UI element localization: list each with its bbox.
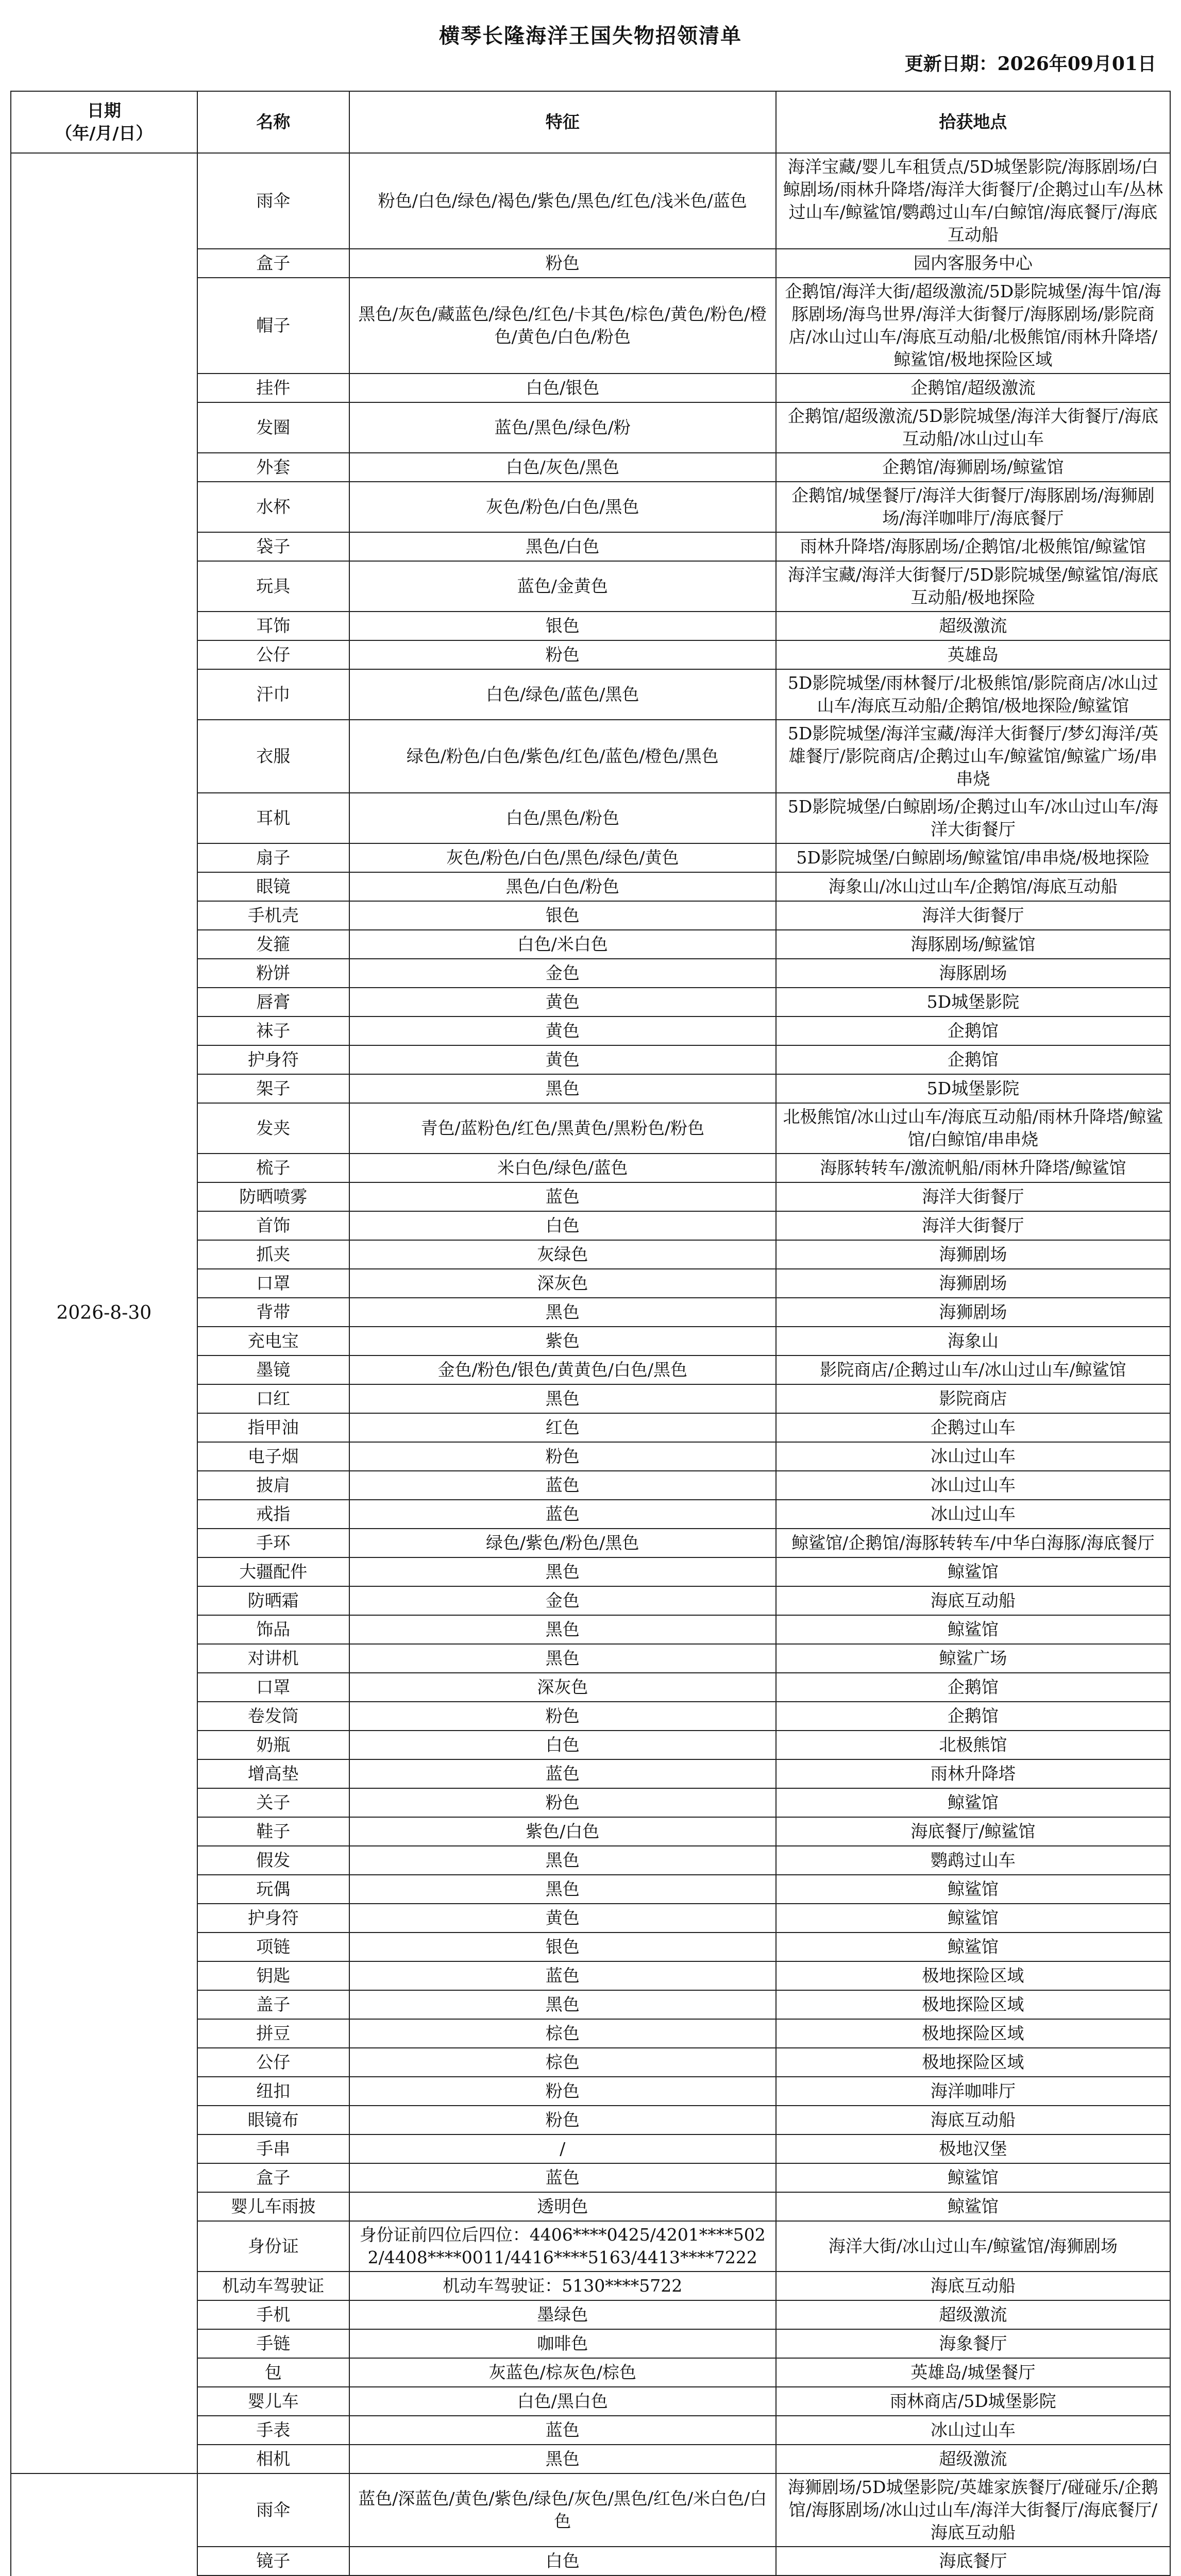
feature-cell: 咖啡色 [349,2329,776,2358]
item-name-cell: 披肩 [197,1471,349,1500]
location-cell: 企鹅馆/超级激流/5D影院城堡/海洋大街餐厅/海底互动船/冰山过山车 [776,402,1170,453]
location-cell: 冰山过山车 [776,1442,1170,1471]
location-cell: 5D影院城堡/雨林餐厅/北极熊馆/影院商店/冰山过山车/海底互动船/企鹅馆/极地探险/鲸鲨馆 [776,669,1170,720]
feature-cell: 银色 [349,901,776,930]
item-name-cell: 机动车驾驶证 [197,2272,349,2300]
item-name-cell: 挂件 [197,374,349,402]
feature-cell: 深灰色 [349,1673,776,1702]
item-name-cell: 指甲油 [197,1413,349,1442]
location-cell: 海豚剧场/鲸鲨馆 [776,930,1170,959]
feature-cell: 蓝色 [349,1759,776,1788]
location-cell: 冰山过山车 [776,1500,1170,1529]
feature-cell: 蓝色 [349,1500,776,1529]
location-cell: 海洋大街餐厅 [776,1211,1170,1240]
location-cell: 海底互动船 [776,1586,1170,1615]
feature-cell: 黑色 [349,2445,776,2473]
feature-cell: 粉色 [349,249,776,278]
feature-cell: 黄色 [349,1016,776,1045]
column-header-name: 名称 [197,91,349,153]
location-cell: 海象餐厅 [776,2329,1170,2358]
table-header-row [11,91,1170,153]
column-header-feature: 特征 [349,91,776,153]
location-cell: 海底餐厅 [776,2547,1170,2575]
location-cell: 5D影院城堡/白鲸剧场/鲸鲨馆/串串烧/极地探险 [776,843,1170,872]
feature-cell: 墨绿色 [349,2300,776,2329]
feature-cell: 黑色 [349,1074,776,1103]
feature-cell: 黄色 [349,1904,776,1933]
item-name-cell: 眼镜 [197,872,349,901]
item-name-cell: 盒子 [197,2163,349,2192]
feature-cell: 深灰色 [349,1269,776,1298]
item-name-cell: 护身符 [197,1045,349,1074]
feature-cell: 灰色/粉色/白色/黑色 [349,482,776,532]
location-cell: 极地探险区域 [776,1990,1170,2019]
feature-cell: 身份证前四位后四位：4406****0425/4201****5022/4408****0011/4416****5163/4413****7222 [349,2221,776,2272]
item-name-cell: 手机 [197,2300,349,2329]
location-cell: 5D城堡影院 [776,1074,1170,1103]
item-name-cell: 公仔 [197,640,349,669]
location-cell: 海象山/冰山过山车/企鹅馆/海底互动船 [776,872,1170,901]
location-cell: 鲸鲨馆 [776,1557,1170,1586]
feature-cell: 黑色/灰色/藏蓝色/绿色/红色/卡其色/棕色/黄色/粉色/橙色/黄色/白色/粉色 [349,278,776,374]
item-name-cell: 眼镜布 [197,2106,349,2134]
feature-cell: 白色/灰色/黑色 [349,453,776,482]
feature-cell: 黑色 [349,1644,776,1673]
item-name-cell: 手链 [197,2329,349,2358]
item-name-cell: 耳饰 [197,612,349,640]
feature-cell: 红色 [349,1413,776,1442]
item-name-cell: 增高垫 [197,1759,349,1788]
feature-cell: 绿色/粉色/白色/紫色/红色/蓝色/橙色/黑色 [349,720,776,793]
feature-cell: 灰色/粉色/白色/黑色/绿色/黄色 [349,843,776,872]
location-cell: 鲸鲨馆 [776,2192,1170,2221]
item-name-cell: 公仔 [197,2048,349,2077]
item-name-cell: 关子 [197,1788,349,1817]
feature-cell: 粉色 [349,1442,776,1471]
location-cell: 雨林升降塔 [776,1759,1170,1788]
location-cell: 园内客服务中心 [776,249,1170,278]
feature-cell: 白色 [349,2547,776,2575]
item-name-cell: 口红 [197,1384,349,1413]
item-name-cell: 电子烟 [197,1442,349,1471]
feature-cell: 白色/黑白色 [349,2387,776,2416]
item-name-cell: 鞋子 [197,1817,349,1846]
item-name-cell: 手机壳 [197,901,349,930]
location-cell: 鲸鲨广场 [776,1644,1170,1673]
feature-cell: 金色 [349,959,776,988]
item-name-cell: 耳机 [197,793,349,843]
item-name-cell: 相机 [197,2445,349,2473]
item-name-cell: 奶瓶 [197,1731,349,1759]
feature-cell: 金色 [349,1586,776,1615]
item-name-cell: 唇膏 [197,988,349,1016]
location-cell: 海洋宝藏/海洋大街餐厅/5D影院城堡/鲸鲨馆/海底互动船/极地探险 [776,561,1170,612]
item-name-cell: 粉饼 [197,959,349,988]
location-cell: 极地汉堡 [776,2134,1170,2163]
location-cell: 鲸鲨馆 [776,1875,1170,1904]
location-cell: 海狮剧场/5D城堡影院/英雄家族餐厅/碰碰乐/企鹅馆/海豚剧场/冰山过山车/海洋大街餐厅/海底餐厅/海底互动船 [776,2473,1170,2547]
item-name-cell: 玩具 [197,561,349,612]
item-name-cell: 对讲机 [197,1644,349,1673]
table-body [11,153,1170,2576]
feature-cell: 黄色 [349,988,776,1016]
item-name-cell: 手环 [197,1529,349,1557]
location-cell: 海洋大街餐厅 [776,901,1170,930]
feature-cell: 黑色 [349,1384,776,1413]
feature-cell: 白色 [349,1731,776,1759]
location-cell: 海洋大街餐厅 [776,1182,1170,1211]
location-cell: 北极熊馆 [776,1731,1170,1759]
item-name-cell: 扇子 [197,843,349,872]
item-name-cell: 卷发筒 [197,1702,349,1731]
location-cell: 冰山过山车 [776,1471,1170,1500]
location-cell: 企鹅馆 [776,1702,1170,1731]
feature-cell: 米白色/绿色/蓝色 [349,1154,776,1182]
feature-cell: 蓝色/黑色/绿色/粉 [349,402,776,453]
item-name-cell: 水杯 [197,482,349,532]
feature-cell: 金色/粉色/银色/黄黄色/白色/黑色 [349,1355,776,1384]
feature-cell: 粉色 [349,2077,776,2106]
location-cell: 英雄岛/城堡餐厅 [776,2358,1170,2387]
location-cell: 影院商店 [776,1384,1170,1413]
item-name-cell: 汗巾 [197,669,349,720]
feature-cell: 蓝色 [349,2163,776,2192]
feature-cell: 黑色 [349,1990,776,2019]
item-name-cell: 钥匙 [197,1961,349,1990]
item-name-cell: 发圈 [197,402,349,453]
item-name-cell: 身份证 [197,2221,349,2272]
item-name-cell: 墨镜 [197,1355,349,1384]
feature-cell: 棕色 [349,2019,776,2048]
feature-cell: 黑色/白色 [349,532,776,561]
item-name-cell: 架子 [197,1074,349,1103]
feature-cell: 白色/米白色 [349,930,776,959]
item-name-cell: 饰品 [197,1615,349,1644]
feature-cell: 蓝色/金黄色 [349,561,776,612]
item-name-cell: 婴儿车 [197,2387,349,2416]
item-name-cell: 项链 [197,1933,349,1961]
location-cell: 冰山过山车 [776,2416,1170,2445]
location-cell: 企鹅馆 [776,1016,1170,1045]
location-cell: 海豚剧场 [776,959,1170,988]
feature-cell: 黑色 [349,1846,776,1875]
column-header-date: 日期 （年/月/日） [11,91,197,153]
location-cell: 海狮剧场 [776,1240,1170,1269]
feature-cell: 蓝色 [349,1961,776,1990]
location-cell: 极地探险区域 [776,1961,1170,1990]
location-cell: 极地探险区域 [776,2019,1170,2048]
location-cell: 企鹅馆 [776,1673,1170,1702]
item-name-cell: 手表 [197,2416,349,2445]
location-cell: 雨林商店/5D城堡影院 [776,2387,1170,2416]
location-cell: 英雄岛 [776,640,1170,669]
location-cell: 海洋大街/冰山过山车/鲸鲨馆/海狮剧场 [776,2221,1170,2272]
location-cell: 企鹅馆/海狮剧场/鲸鲨馆 [776,453,1170,482]
location-cell: 鲸鲨馆 [776,1615,1170,1644]
feature-cell: 银色 [349,1933,776,1961]
item-name-cell: 玩偶 [197,1875,349,1904]
feature-cell: 蓝色 [349,1182,776,1211]
feature-cell: 紫色/白色 [349,1817,776,1846]
location-cell: 企鹅过山车 [776,1413,1170,1442]
location-cell: 极地探险区域 [776,2048,1170,2077]
feature-cell: 粉色 [349,1788,776,1817]
location-cell: 5D城堡影院 [776,988,1170,1016]
item-name-cell: 袋子 [197,532,349,561]
feature-cell: / [349,2134,776,2163]
feature-cell: 粉色/白色/绿色/褐色/紫色/黑色/红色/浅米色/蓝色 [349,153,776,249]
date-cell: 2026-8-30 [11,153,197,2473]
feature-cell: 蓝色 [349,1471,776,1500]
location-cell: 海底餐厅/鲸鲨馆 [776,1817,1170,1846]
feature-cell: 黑色/白色/粉色 [349,872,776,901]
item-name-cell: 防晒霜 [197,1586,349,1615]
item-name-cell: 盖子 [197,1990,349,2019]
location-cell: 超级激流 [776,2445,1170,2473]
feature-cell: 粉色 [349,640,776,669]
feature-cell: 白色 [349,1211,776,1240]
location-cell: 鲸鲨馆 [776,1933,1170,1961]
item-name-cell: 衣服 [197,720,349,793]
item-name-cell: 盒子 [197,249,349,278]
table-row [11,153,1170,249]
location-cell: 海豚转转车/激流帆船/雨林升降塔/鲸鲨馆 [776,1154,1170,1182]
feature-cell: 紫色 [349,1327,776,1355]
feature-cell: 粉色 [349,2106,776,2134]
item-name-cell: 手串 [197,2134,349,2163]
update-date: 更新日期：2026年09月01日 [904,53,1156,75]
item-name-cell: 充电宝 [197,1327,349,1355]
feature-cell: 蓝色/深蓝色/黄色/紫色/绿色/灰色/黑色/红色/米白色/白色 [349,2473,776,2547]
item-name-cell: 抓夹 [197,1240,349,1269]
table-row [11,2473,1170,2547]
item-name-cell: 外套 [197,453,349,482]
feature-cell: 黑色 [349,1875,776,1904]
feature-cell: 灰绿色 [349,1240,776,1269]
lost-items-table [10,91,1171,2576]
location-cell: 企鹅馆 [776,1045,1170,1074]
feature-cell: 黑色 [349,1298,776,1327]
location-cell: 鲸鲨馆 [776,1904,1170,1933]
feature-cell: 绿色/紫色/粉色/黑色 [349,1529,776,1557]
date-cell [11,2473,197,2576]
item-name-cell: 雨伞 [197,153,349,249]
item-name-cell: 发箍 [197,930,349,959]
location-cell: 海狮剧场 [776,1269,1170,1298]
feature-cell: 黑色 [349,1557,776,1586]
location-cell: 企鹅馆/城堡餐厅/海洋大街餐厅/海豚剧场/海狮剧场/海洋咖啡厅/海底餐厅 [776,482,1170,532]
item-name-cell: 婴儿车雨披 [197,2192,349,2221]
feature-cell: 白色/黑色/粉色 [349,793,776,843]
item-name-cell: 护身符 [197,1904,349,1933]
feature-cell: 蓝色 [349,2416,776,2445]
location-cell: 5D影院城堡/海洋宝藏/海洋大街餐厅/梦幻海洋/英雄餐厅/影院商店/企鹅过山车/鲸鲨馆/鲸鲨广场/串串烧 [776,720,1170,793]
document-title: 横琴长隆海洋王国失物招领清单 [439,24,742,48]
item-name-cell: 纽扣 [197,2077,349,2106]
item-name-cell: 帽子 [197,278,349,374]
item-name-cell: 梳子 [197,1154,349,1182]
feature-cell: 灰蓝色/棕灰色/棕色 [349,2358,776,2387]
location-cell: 超级激流 [776,2300,1170,2329]
location-cell: 影院商店/企鹅过山车/冰山过山车/鲸鲨馆 [776,1355,1170,1384]
location-cell: 鲸鲨馆 [776,2163,1170,2192]
feature-cell: 白色/绿色/蓝色/黑色 [349,669,776,720]
location-cell: 鲸鲨馆/企鹅馆/海豚转转车/中华白海豚/海底餐厅 [776,1529,1170,1557]
item-name-cell: 首饰 [197,1211,349,1240]
location-cell: 鲸鲨馆 [776,1788,1170,1817]
location-cell: 海洋宝藏/婴儿车租赁点/5D城堡影院/海豚剧场/白鲸剧场/雨林升降塔/海洋大街餐厅/企鹅过山车/丛林过山车/鲸鲨馆/鹦鹉过山车/白鲸馆/海底餐厅/海底互动船 [776,153,1170,249]
feature-cell: 粉色 [349,1702,776,1731]
feature-cell: 银色 [349,612,776,640]
location-cell: 海洋咖啡厅 [776,2077,1170,2106]
item-name-cell: 袜子 [197,1016,349,1045]
item-name-cell: 口罩 [197,1673,349,1702]
item-name-cell: 假发 [197,1846,349,1875]
location-cell: 5D影院城堡/白鲸剧场/企鹅过山车/冰山过山车/海洋大街餐厅 [776,793,1170,843]
location-cell: 企鹅馆/海洋大街/超级激流/5D影院城堡/海牛馆/海豚剧场/海鸟世界/海洋大街餐厅/海豚剧场/影院商店/冰山过山车/海底互动船/北极熊馆/雨林升降塔/鲸鲨馆/极地探险区域 [776,278,1170,374]
location-cell: 海狮剧场 [776,1298,1170,1327]
item-name-cell: 防晒喷雾 [197,1182,349,1211]
feature-cell: 机动车驾驶证：5130****5722 [349,2272,776,2300]
item-name-cell: 背带 [197,1298,349,1327]
item-name-cell: 雨伞 [197,2473,349,2547]
item-name-cell: 镜子 [197,2547,349,2575]
item-name-cell: 戒指 [197,1500,349,1529]
location-cell: 鹦鹉过山车 [776,1846,1170,1875]
column-header-location: 拾获地点 [776,91,1170,153]
feature-cell: 透明色 [349,2192,776,2221]
item-name-cell: 大疆配件 [197,1557,349,1586]
feature-cell: 青色/蓝粉色/红色/黑黄色/黑粉色/粉色 [349,1103,776,1154]
feature-cell: 黄色 [349,1045,776,1074]
location-cell: 超级激流 [776,612,1170,640]
location-cell: 企鹅馆/超级激流 [776,374,1170,402]
location-cell: 海象山 [776,1327,1170,1355]
item-name-cell: 发夹 [197,1103,349,1154]
location-cell: 雨林升降塔/海豚剧场/企鹅馆/北极熊馆/鲸鲨馆 [776,532,1170,561]
item-name-cell: 拼豆 [197,2019,349,2048]
location-cell: 北极熊馆/冰山过山车/海底互动船/雨林升降塔/鲸鲨馆/白鲸馆/串串烧 [776,1103,1170,1154]
location-cell: 海底互动船 [776,2272,1170,2300]
feature-cell: 棕色 [349,2048,776,2077]
feature-cell: 白色/银色 [349,374,776,402]
feature-cell: 黑色 [349,1615,776,1644]
item-name-cell: 口罩 [197,1269,349,1298]
location-cell: 海底互动船 [776,2106,1170,2134]
item-name-cell: 包 [197,2358,349,2387]
